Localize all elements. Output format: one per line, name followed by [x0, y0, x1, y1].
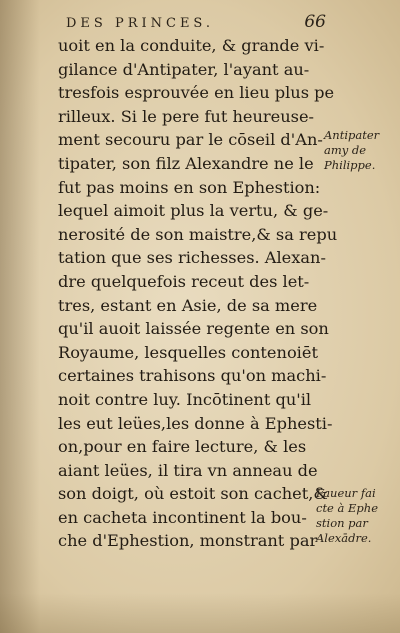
text-line: Royaume, lesquelles contenoiēt	[58, 342, 318, 362]
text-line: nerosité de son maistre,& sa repu	[58, 224, 338, 244]
text-line: uoit en la conduite, & grande vi-	[58, 36, 325, 55]
text-line: aiant leües, il tira vn anneau de	[58, 460, 318, 480]
marginal-note-line: amy de	[324, 143, 367, 157]
page-foot-shadow	[0, 593, 400, 633]
text-line: les eut leües,les donne à Ephesti-	[58, 413, 333, 433]
marginal-note-line: Antipater	[324, 128, 380, 142]
page-header	[66, 12, 326, 32]
text-line: qu'il auoit laissée regente en son	[58, 319, 329, 339]
marginal-note-line: Philippe.	[324, 158, 376, 172]
text-line: fut pas moins en son Ephestion:	[58, 177, 321, 197]
text-line: ment secouru par le cōseil d'An-	[58, 130, 323, 150]
text-line: lequel aimoit plus la vertu, & ge-	[58, 201, 329, 221]
marginal-note-line: cte à Ephe	[316, 501, 379, 515]
text-line: gilance d'Antipater, l'ayant au-	[58, 59, 310, 79]
page-number: 66	[304, 12, 326, 32]
gutter-shadow	[0, 0, 40, 633]
text-line: rilleux. Si le pere fut heureuse-	[58, 106, 315, 126]
marginal-note-faueur	[316, 486, 396, 546]
text-line: son doigt, où estoit son cachet,&	[58, 484, 328, 504]
body-text	[58, 34, 338, 553]
text-line: tres, estant en Asie, de sa mere	[58, 295, 318, 315]
text-line: che d'Ephestion, monstrant par	[58, 531, 318, 551]
text-line: noit contre luy. Incōtinent qu'il	[58, 389, 312, 409]
marginal-note-line: stion par	[316, 516, 368, 530]
marginal-note-antipater	[324, 128, 394, 173]
text-line: tation que ses richesses. Alexan-	[58, 248, 326, 268]
running-head: DES PRINCES.	[66, 16, 215, 31]
text-line: on,pour en faire lecture, & les	[58, 437, 307, 457]
text-line: tresfois esprouvée en lieu plus pe	[58, 83, 335, 103]
text-line: certaines trahisons qu'on machi-	[58, 366, 327, 386]
text-line: en cacheta incontinent la bou-	[58, 507, 307, 527]
text-line: dre quelquefois receut des let-	[58, 271, 310, 291]
text-line: tipater, son filz Alexandre ne le	[58, 153, 314, 173]
marginal-note-line: Alexādre.	[316, 531, 372, 545]
marginal-note-line: Faueur fai	[316, 486, 376, 500]
